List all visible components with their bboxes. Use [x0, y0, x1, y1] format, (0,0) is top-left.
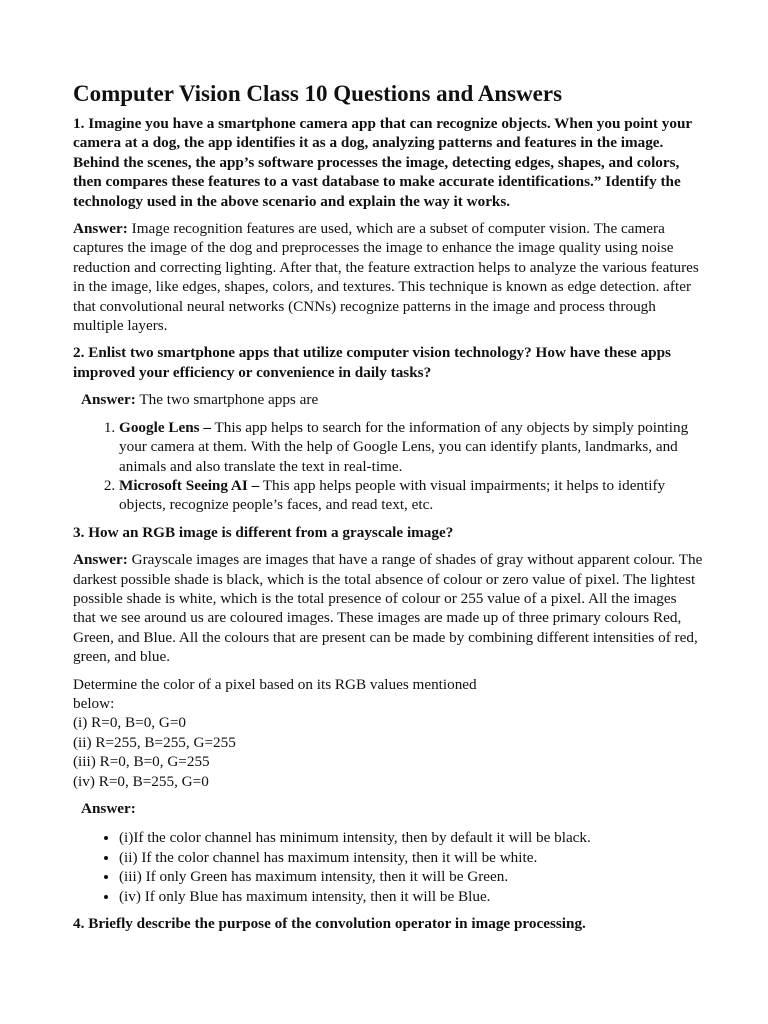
- app-name: Google Lens –: [119, 418, 211, 436]
- answer-3b-label: [73, 799, 703, 818]
- rgb-question-line: (iv) R=0, B=255, G=0: [73, 772, 209, 790]
- rgb-question-line: (i) R=0, B=0, G=0: [73, 714, 187, 732]
- page-title: Computer Vision Class 10 Questions and Answers: [73, 81, 563, 106]
- rgb-answer-list: [73, 828, 703, 906]
- list-item: [119, 476, 703, 515]
- answer-label: Answer:: [81, 391, 136, 409]
- list-item: [119, 418, 703, 476]
- question-2: 2. Enlist two smartphone apps that utilize computer vision technology? How have these apps improved your efficiency or convenience in daily tasks?: [73, 344, 671, 381]
- rgb-question-line: (ii) R=255, B=255, G=255: [73, 733, 236, 751]
- answer-1: [73, 219, 703, 335]
- app-description: This app helps to search for the information of any objects by simply pointing your camera at them. With the help of Google Lens, you can identify plants, landmarks, and animals and also translate the text in real-time.: [119, 418, 689, 475]
- app-name: Microsoft Seeing AI –: [119, 476, 260, 494]
- answer-label: Answer:: [73, 220, 128, 238]
- question-3: 3. How an RGB image is different from a grayscale image?: [73, 523, 454, 541]
- question-1: 1. Imagine you have a smartphone camera app that can recognize objects. When you point your camera at a dog, the app identifies it as a dog, analyzing patterns and features in the image. Behind the scenes, the app’s software processes the image, detecting edges, shapes, and colors, then compares these features to a vast database to make accurate identifications.” Identify the technology used in the above scenario and explain the way it works.: [73, 115, 692, 210]
- list-item: • (iv) If only Blue has maximum intensity, then it will be Blue.: [119, 887, 703, 906]
- list-item: • (ii) If the color channel has maximum intensity, then it will be white.: [119, 848, 703, 867]
- rgb-question-line: below:: [73, 694, 115, 712]
- list-item: • (iii) If only Green has maximum intensity, then it will be Green.: [119, 867, 703, 886]
- document-content: [73, 80, 703, 941]
- list-item: • (i)If the color channel has minimum intensity, then by default it will be black.: [119, 828, 703, 847]
- answer-text: The two smartphone apps are: [135, 391, 319, 409]
- answer-text: Image recognition features are used, which are a subset of computer vision. The camera captures the image of the dog and preprocesses the image to enhance the image quality using noise reduction and correcting lighting. After that, the feature extraction helps to analyze the various features in the image, like edges, shapes, colors, and textures. This technique is known as edge detection. after that convolutional neural networks (CNNs) recognize patterns in the image and process through multiple layers.: [73, 220, 699, 335]
- rgb-question: [73, 675, 703, 791]
- question-4: 4. Briefly describe the purpose of the convolution operator in image processing.: [73, 915, 586, 933]
- answer-text: Grayscale images are images that have a range of shades of gray without apparent colour. The darkest possible shade is black, which is the total absence of colour or zero value of pixel. The lightest possible shade is white, which is the total presence of colour or 255 value of a pixel. All the images that we see around us are coloured images. These images are made up of three primary colours Red, Green, and Blue. All the colours that are present can be made by combining different intensities of red, green, and blue.: [73, 551, 703, 666]
- app-description: This app helps people with visual impairments; it helps to identify objects, recognize people’s faces, and read text, etc.: [119, 476, 666, 514]
- rgb-question-line: (iii) R=0, B=0, G=255: [73, 753, 210, 771]
- answer-label: Answer:: [81, 800, 136, 817]
- answer-label: Answer:: [73, 551, 128, 569]
- answer-2: [73, 390, 703, 409]
- apps-list: [73, 418, 703, 515]
- rgb-question-line: Determine the color of a pixel based on its RGB values mentioned: [73, 675, 477, 693]
- answer-3: [73, 550, 703, 666]
